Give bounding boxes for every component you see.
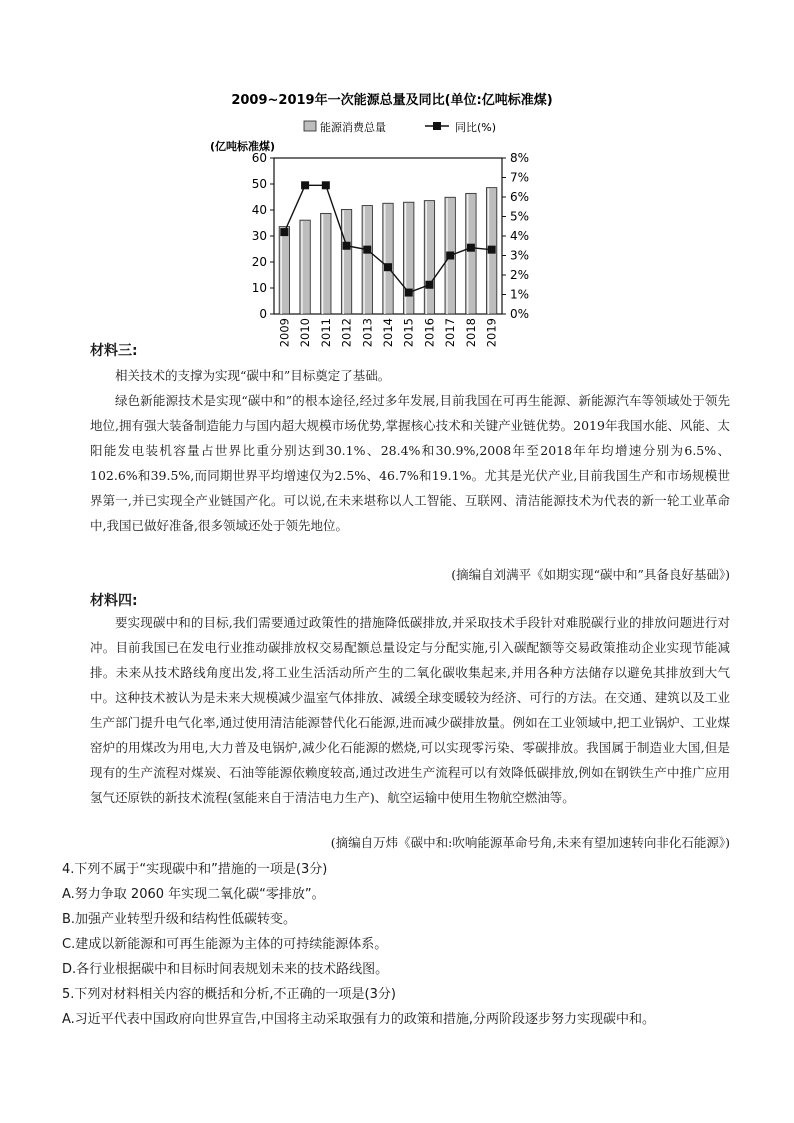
x-tick-label: 2010 xyxy=(298,318,313,348)
y2-tick-label: 8% xyxy=(510,151,530,165)
x-tick-label: 2019 xyxy=(484,318,499,348)
point-yoy-growth xyxy=(301,181,309,189)
question-5: 5.下列对材料相关内容的概括和分析,不正确的一项是(3分) xyxy=(62,987,396,1002)
point-yoy-growth xyxy=(280,228,288,236)
point-yoy-growth xyxy=(425,281,433,289)
material4-paragraph-1: 要实现碳中和的目标,我们需要通过政策性的措施降低碳排放,并采取技术手段针对难脱碳行业的排放问题进行对冲。目前我国已在发电行业推动碳排放权交易配额总量设定与分配实施,引入碳配额等交易政策推动企业实现节能减排。未来从技术路线角度出发,将工业生活活动所产生的二氧化碳收集起来,并用各种方法储存以避免其排放到大气中。这种技术被认为是未来大规模减少温室气体排放、减缓全球变暖较为经济、可行的方法。在交通、建筑以及工业生产部门提升电气化率,通过使用清洁能源替代化石能源,进而减少碳排放量。例如在工业领域中,把工业锅炉、工业煤窑炉的用煤改为用电,大力普及电锅炉,减少化石能源的燃烧,可以实现零污染、零碳排放。我国属于制造业大国,但是现有的生产流程对煤炭、石油等能源依赖度较高,通过改进生产流程可以有效降低碳排放,例如在钢铁生产中推广应用氢气还原铁的新技术流程(氢能来自于清洁电力生产)、航空运输中使用生物航空燃油等。 xyxy=(90,615,730,805)
y-tick-label: 10 xyxy=(251,281,267,295)
legend-line-marker xyxy=(433,122,441,130)
legend-bar-label: 能源消费总量 xyxy=(320,121,386,134)
point-yoy-growth xyxy=(343,242,351,250)
point-yoy-growth xyxy=(467,244,475,252)
y2-tick-label: 3% xyxy=(510,248,530,263)
material3-heading: 材料三: xyxy=(90,343,138,359)
x-tick-label: 2012 xyxy=(339,318,354,348)
y-tick-label: 60 xyxy=(251,151,267,165)
x-tick-label: 2009 xyxy=(277,318,292,348)
y2-tick-label: 7% xyxy=(510,170,530,185)
point-yoy-growth xyxy=(446,252,454,260)
x-tick-label: 2011 xyxy=(318,318,333,348)
legend-bar-swatch xyxy=(304,121,316,131)
question-5-option-a: A.习近平代表中国政府向世界宣告,中国将主动采取强有力的政策和措施,分两阶段逐步努力实现碳中和。 xyxy=(62,1012,656,1027)
x-tick-label: 2017 xyxy=(443,318,458,348)
plot-area xyxy=(252,151,529,347)
x-tick-label: 2015 xyxy=(401,318,416,348)
question-4-option-d: D.各行业根据碳中和目标时间表规划未来的技术路线图。 xyxy=(62,962,389,977)
y2-tick-label: 2% xyxy=(510,268,530,282)
x-tick-label: 2013 xyxy=(360,318,375,348)
y2-tick-label: 6% xyxy=(510,190,530,204)
point-yoy-growth xyxy=(322,181,330,189)
material3-paragraph-2: 绿色新能源技术是实现“碳中和”的根本途径,经过多年发展,目前我国在可再生能源、新能源汽车等领域处于领先地位,拥有强大装备制造能力与国内超大规模市场优势,掌握核心技术和关键产业链优势。2019年我国水能、风能、太阳能发电装机容量占世界比重分别达到30.1%、28.4%和30.9%,2008年至2018年年均增速分别为6.5%、102.6%和39.5%,而同期世界平均增速仅为2.5%、46.7%和19.1%。尤其是光伏产业,目前我国生产和市场规模世界第一,并已实现全产业链国产化。可以说,在未来堪称以人工智能、互联网、清洁能源技术为代表的新一轮工业革命中,我国已做好准备,很多领域还处于领先地位。 xyxy=(90,393,730,533)
point-yoy-growth xyxy=(405,289,413,297)
point-yoy-growth xyxy=(384,263,392,271)
chart-legend xyxy=(304,120,496,134)
y2-tick-label: 0% xyxy=(510,307,530,321)
point-yoy-growth xyxy=(488,246,496,254)
energy-chart xyxy=(200,88,580,350)
y-tick-label: 50 xyxy=(251,177,267,191)
y-tick-label: 0 xyxy=(259,307,267,321)
material3-paragraph-1: 相关技术的支撑为实现“碳中和”目标奠定了基础。 xyxy=(115,368,391,383)
question-4: 4.下列不属于“实现碳中和”措施的一项是(3分) xyxy=(62,862,328,877)
point-yoy-growth xyxy=(363,246,371,254)
question-4-option-c: C.建成以新能源和可再生能源为主体的可持续能源体系。 xyxy=(62,937,388,952)
y-tick-label: 30 xyxy=(251,229,267,243)
question-4-option-b: B.加强产业转型升级和结构性低碳转变。 xyxy=(62,912,297,927)
x-tick-label: 2016 xyxy=(422,318,437,348)
material3-source: (摘编自刘满平《如期实现“碳中和”具备良好基础》) xyxy=(451,567,730,582)
x-tick-label: 2014 xyxy=(381,318,395,348)
material4-source: (摘编自万炜《碳中和:吹响能源革命号角,未来有望加速转向非化石能源》) xyxy=(330,835,730,850)
legend-line-label: 同比(%) xyxy=(455,121,497,134)
x-tick-label: 2018 xyxy=(463,318,478,348)
y-tick-label: 40 xyxy=(251,203,267,217)
material4-heading: 材料四: xyxy=(90,593,138,609)
y-tick-label: 20 xyxy=(251,255,267,269)
y2-tick-label: 4% xyxy=(510,229,530,243)
chart-title: 2009~2019年一次能源总量及同比(单位:亿吨标准煤) xyxy=(231,93,553,108)
y2-tick-label: 1% xyxy=(510,287,530,302)
y2-tick-label: 5% xyxy=(510,209,530,224)
question-4-option-a: A.努力争取 2060 年实现二氧化碳“零排放”。 xyxy=(62,887,325,902)
y-axis-unit-label: (亿吨标准煤) xyxy=(210,140,276,153)
